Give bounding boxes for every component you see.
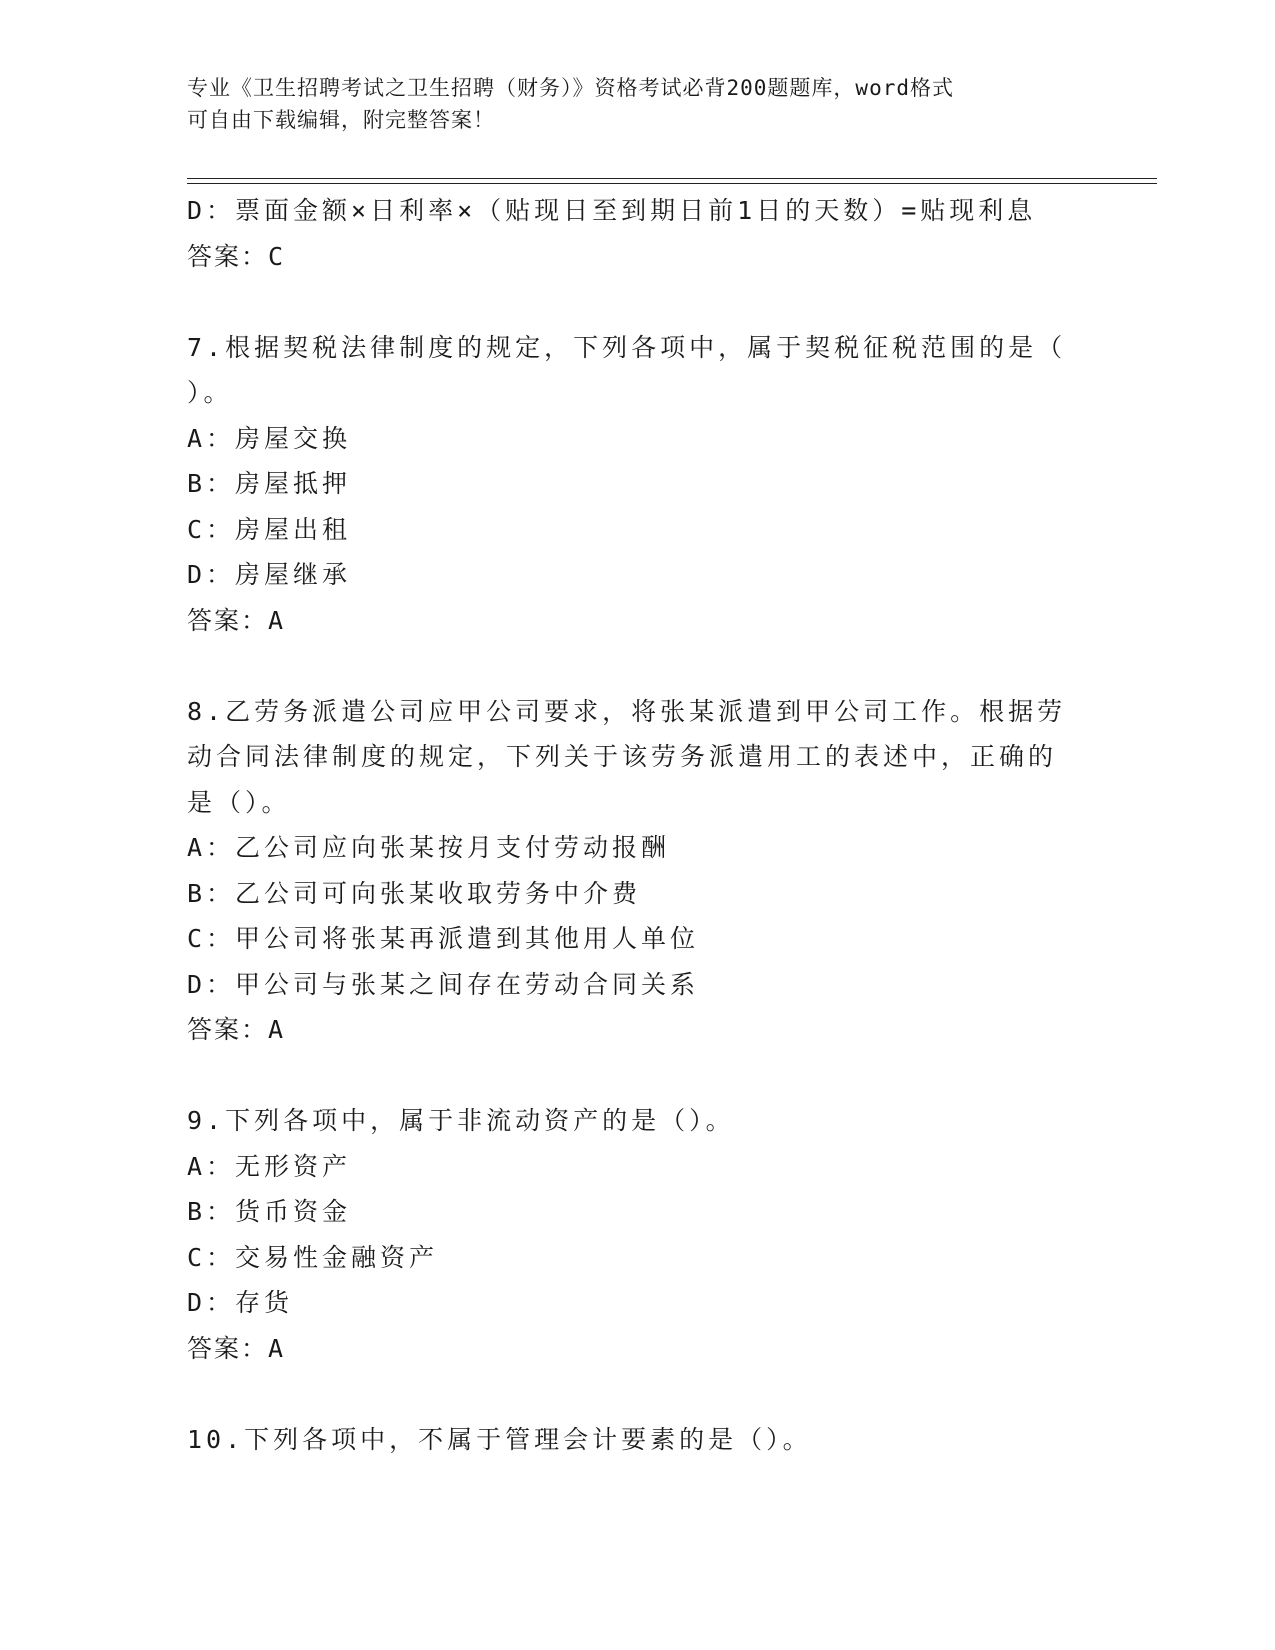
q8-option-a: A：乙公司应向张某按月支付劳动报酬 (187, 833, 671, 862)
q8-stem-line-1: 8.乙劳务派遣公司应甲公司要求，将张某派遣到甲公司工作。根据劳 (187, 696, 1067, 726)
q9-answer: 答案：A (187, 1333, 286, 1363)
q8-option-c: C：甲公司将张某再派遣到其他用人单位 (187, 924, 700, 953)
prev-answer: 答案：C (187, 241, 286, 271)
q8-option-d: D：甲公司与张某之间存在劳动合同关系 (187, 969, 700, 999)
q9-option-d: D：存货 (187, 1288, 294, 1317)
header-title-line-2: 可自由下载编辑，附完整答案！ (187, 108, 495, 132)
spacer (187, 1053, 1087, 1099)
q8-option-b: B：乙公司可向张某收取劳务中介费 (187, 878, 642, 908)
q8-answer: 答案：A (187, 1015, 286, 1044)
q7-option-b: B：房屋抵押 (187, 469, 352, 498)
q9-option-b: B：货币资金 (187, 1197, 352, 1226)
prev-option-d: D：票面金额×日利率×（贴现日至到期日前1日的天数）=贴现利息 (187, 196, 1037, 225)
spacer (187, 279, 1087, 325)
document-header (187, 72, 1087, 136)
question-list (187, 188, 1087, 1462)
spacer (187, 1371, 1087, 1417)
q10-stem-line-1: 10.下列各项中，不属于管理会计要素的是（）。 (187, 1424, 812, 1454)
q7-option-a: A：房屋交换 (187, 423, 352, 453)
q8-stem-line-2: 动合同法律制度的规定，下列关于该劳务派遣用工的表述中，正确的 (187, 742, 1058, 771)
header-rule-top (187, 178, 1157, 179)
header-rule-bottom (187, 183, 1157, 184)
q7-answer: 答案：A (187, 605, 286, 635)
q9-option-a: A：无形资产 (187, 1151, 352, 1181)
q9-option-c: C：交易性金融资产 (187, 1242, 439, 1272)
q8-stem-line-3: 是（）。 (187, 787, 291, 817)
spacer (187, 643, 1087, 689)
q7-stem-line-1: 7.根据契税法律制度的规定，下列各项中，属于契税征税范围的是（ (187, 332, 1067, 362)
q7-option-c: C：房屋出租 (187, 514, 352, 544)
q7-stem-line-2: ）。 (187, 378, 233, 407)
q7-option-d: D：房屋继承 (187, 560, 352, 589)
q9-stem-line-1: 9.下列各项中，属于非流动资产的是（）。 (187, 1106, 735, 1135)
header-title-line-1: 专业《卫生招聘考试之卫生招聘（财务）》资格考试必背200题题库，word格式 (187, 76, 954, 100)
